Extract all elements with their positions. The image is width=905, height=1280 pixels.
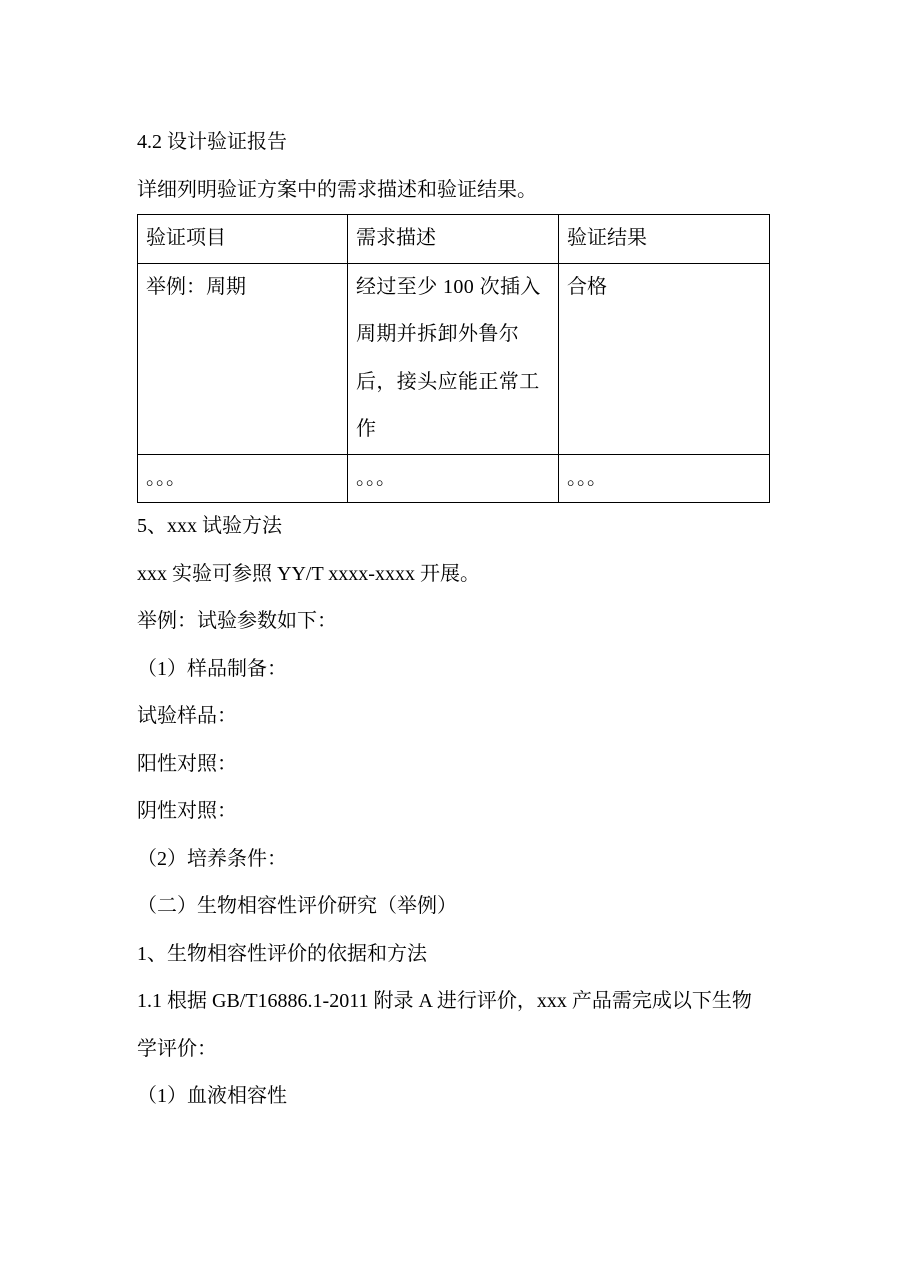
culture-conditions-item: （2）培养条件： (137, 847, 287, 870)
standard-paragraph: xxx 实验可参照 YY/T xxxx-xxxx 开展。 (137, 562, 480, 585)
table-cell: 。。。 (348, 454, 559, 503)
test-sample-line: 试验样品： (137, 705, 237, 727)
example-paragraph: 举例：试验参数如下： (137, 610, 337, 632)
paragraph-1-1: 1.1 根据 GB/T16886.1-2011 附录 A 进行评价，xxx 产品需完成以下生物学评价： (137, 990, 752, 1060)
verification-table (137, 214, 770, 503)
table-cell: 合格 (559, 263, 770, 454)
intro-paragraph: 详细列明验证方案中的需求描述和验证结果。 (137, 178, 537, 201)
positive-control-line: 阳性对照： (137, 752, 237, 775)
table-row (138, 454, 770, 503)
table-cell: 。。。 (559, 454, 770, 503)
table-cell: 经过至少 100 次插入周期并拆卸外鲁尔后，接头应能正常工作 (348, 263, 559, 454)
section-heading-4-2: 4.2 设计验证报告 (137, 131, 287, 153)
header-cell-item: 验证项目 (138, 215, 348, 264)
table-header-row (138, 215, 770, 264)
header-cell-result: 验证结果 (559, 215, 770, 264)
document-page (137, 119, 769, 1121)
table-cell: 举例：周期 (138, 263, 348, 454)
negative-control-line: 阴性对照： (137, 800, 237, 822)
sample-prep-item: （1）样品制备： (137, 657, 287, 680)
header-cell-requirement: 需求描述 (348, 215, 559, 264)
section-heading-5: 5、xxx 试验方法 (137, 515, 282, 537)
section-heading-1: 1、生物相容性评价的依据和方法 (137, 942, 427, 965)
section-heading-2: （二）生物相容性评价研究（举例） (137, 895, 457, 917)
table-cell: 。。。 (138, 454, 348, 503)
blood-compatibility-item: （1）血液相容性 (137, 1085, 287, 1107)
table-row (138, 263, 770, 454)
